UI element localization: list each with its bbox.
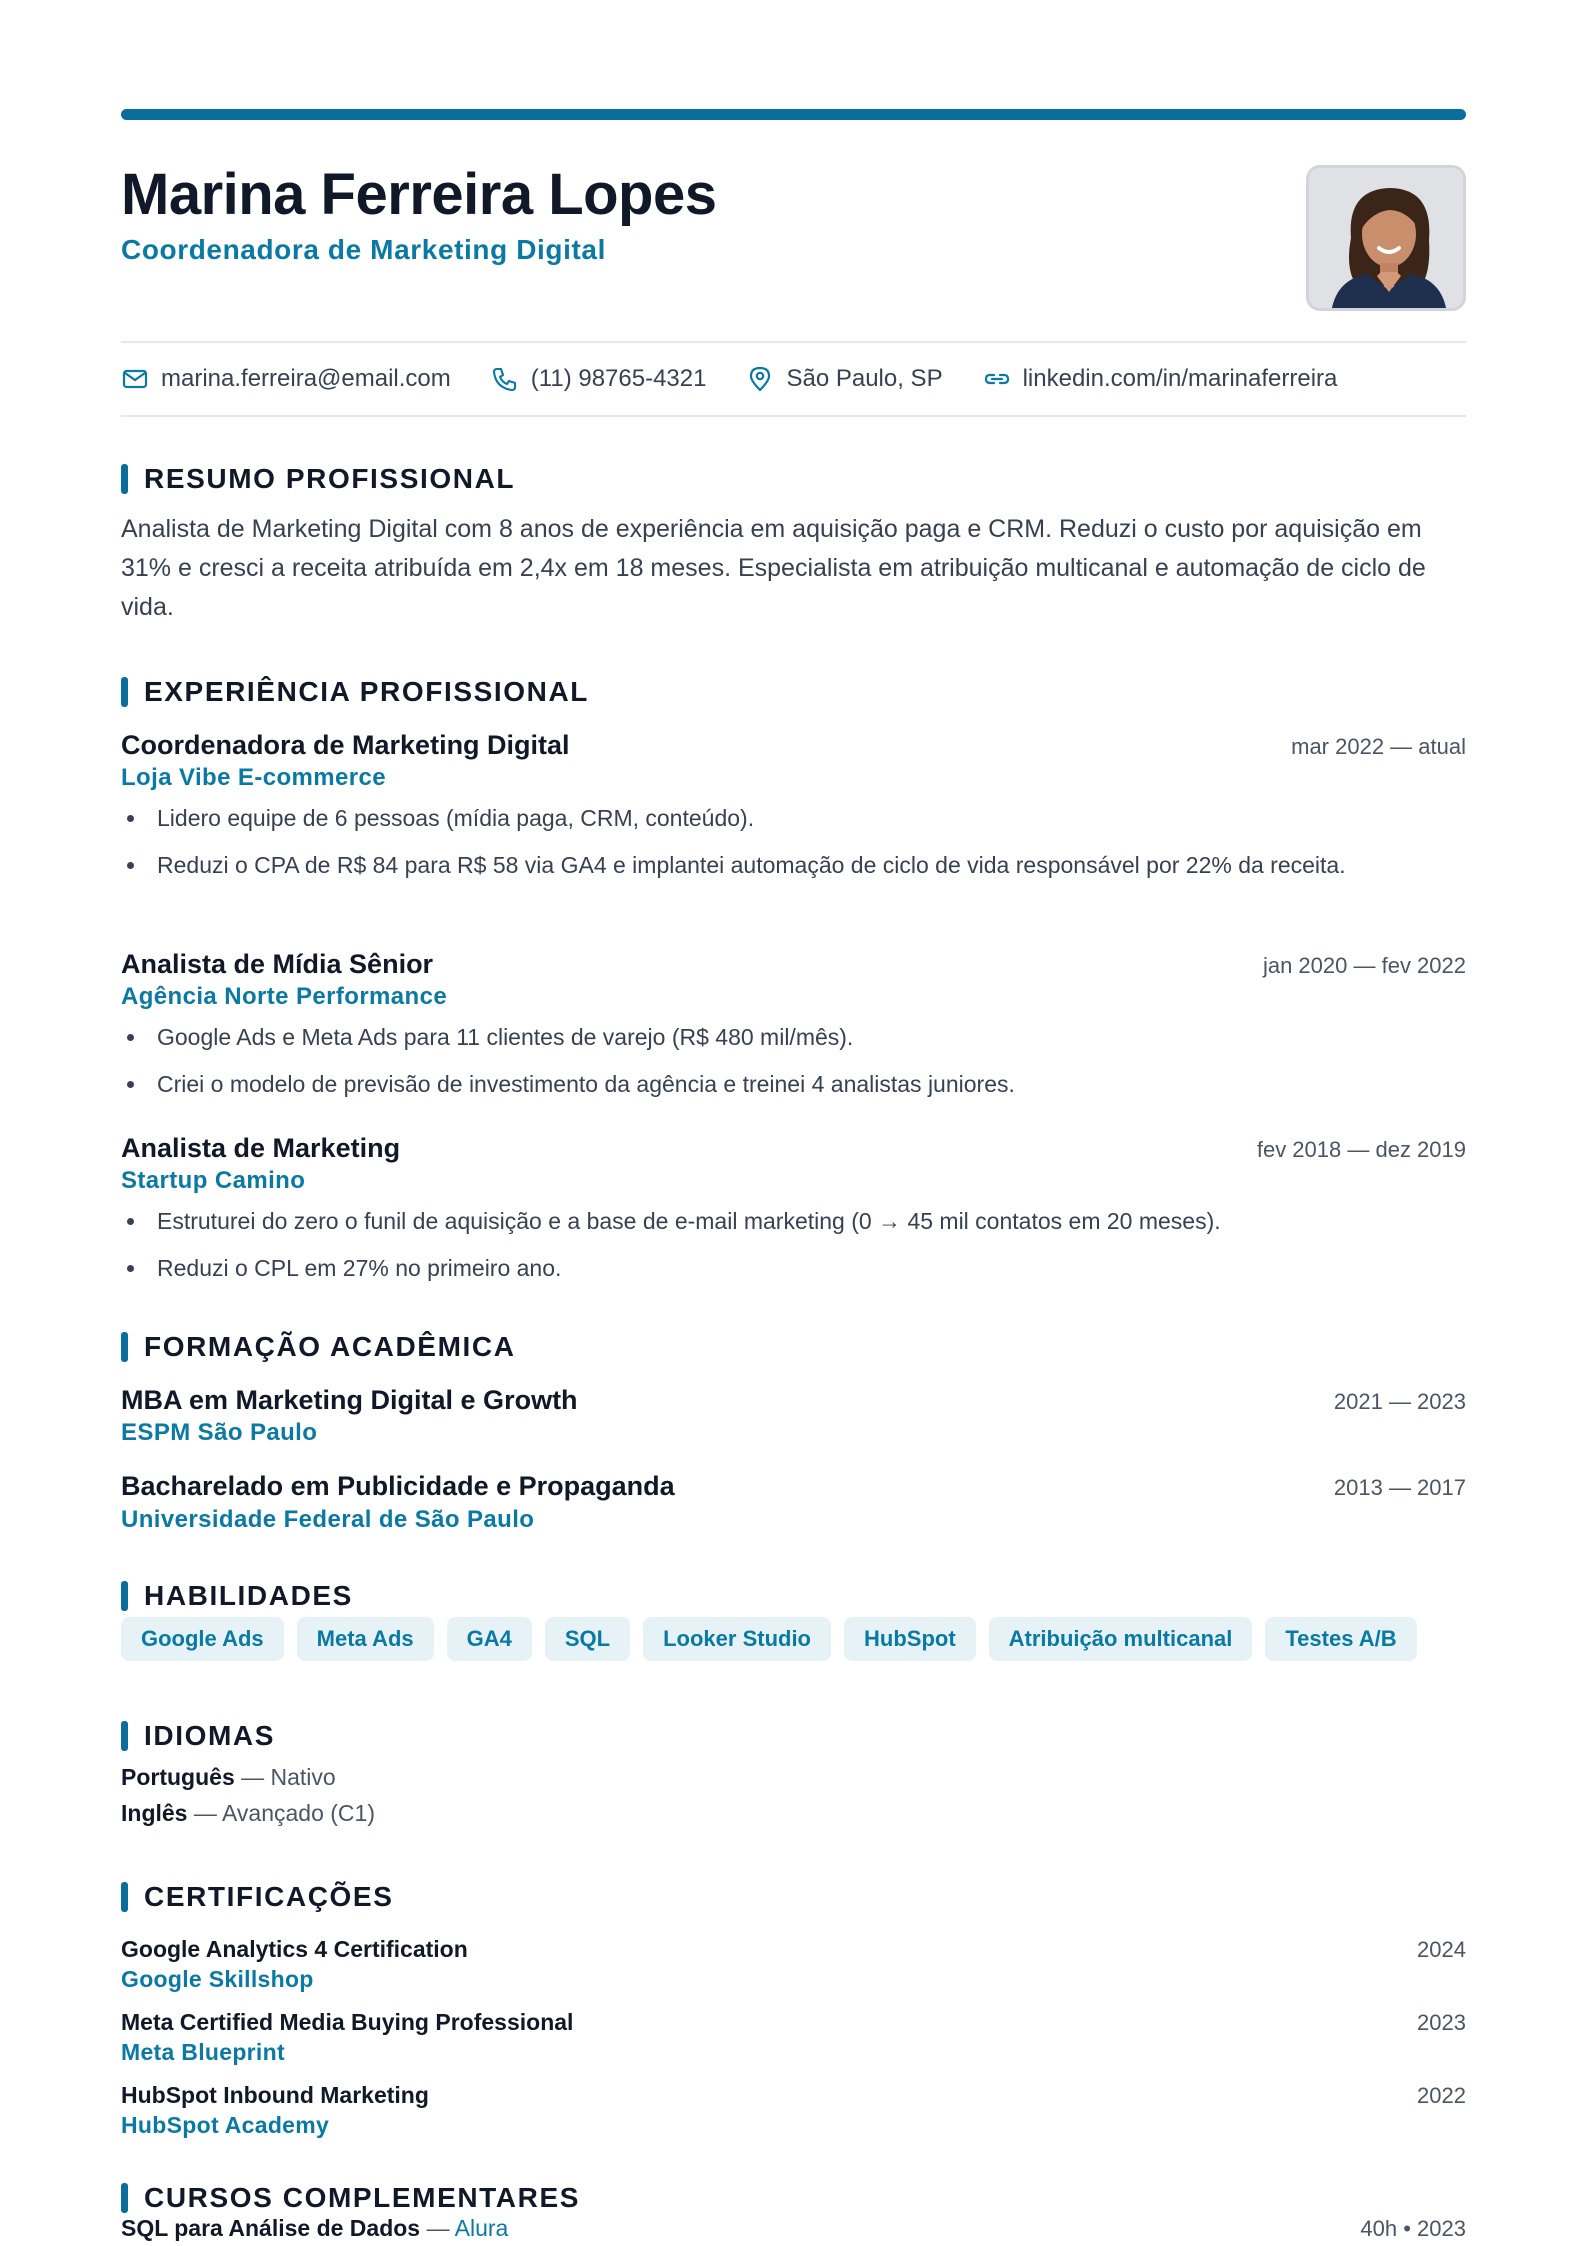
contact-phone-text: (11) 98765-4321 [530, 365, 707, 392]
section-title-languages [121, 1720, 275, 1752]
section-title-courses [121, 2182, 580, 2214]
section-title-education [121, 1331, 516, 1363]
job-company: Agência Norte Performance [121, 983, 448, 1010]
language-level: — Nativo [234, 1764, 336, 1790]
link-icon [983, 365, 1011, 393]
contact-bar [121, 341, 1466, 417]
section-marker [121, 1581, 128, 1611]
certification-year: 2024 [1417, 1937, 1466, 1962]
degree-title: Bacharelado em Publicidade e Propaganda [121, 1471, 675, 1501]
job-bullets [121, 801, 1458, 895]
contact-linkedin[interactable] [983, 365, 1338, 393]
list-item: Lidero equipe de 6 pessoas (mídia paga, CRM, conteúdo). [121, 801, 1458, 835]
certification-issuer: HubSpot Academy [121, 2112, 330, 2138]
certification-issuer: Google Skillshop [121, 1966, 314, 1992]
section-marker [121, 2183, 128, 2213]
profile-photo [1306, 165, 1466, 311]
summary-text: Analista de Marketing Digital com 8 anos de experiência em aquisição paga e CRM. Reduzi o custo por aquisição em 31% e cresci a receita atribuída em 2,4x em 18 meses. Especialista em atribuição multicanal e automação de ciclo de vida. [121, 515, 1426, 621]
resume-header [121, 160, 1466, 310]
certification-year: 2022 [1417, 2083, 1466, 2108]
section-marker [121, 1332, 128, 1362]
candidate-role: Coordenadora de Marketing Digital [121, 234, 606, 265]
job-bullets [121, 1020, 1458, 1114]
certification-year: 2023 [1417, 2010, 1466, 2035]
top-accent-bar [121, 109, 1466, 120]
job-dates: mar 2022 — atual [1291, 734, 1466, 759]
section-marker [121, 464, 128, 494]
job-company: Startup Camino [121, 1167, 306, 1194]
list-item: Estruturei do zero o funil de aquisição e a base de e-mail marketing (0 → 45 mil contatos em 20 meses). [121, 1204, 1458, 1238]
job-title: Analista de Marketing [121, 1133, 401, 1163]
contact-email[interactable] [121, 365, 451, 393]
course-title: SQL para Análise de Dados [121, 2215, 421, 2241]
degree-institution: ESPM São Paulo [121, 1419, 318, 1446]
contact-location-text: São Paulo, SP [786, 365, 943, 392]
course-label [121, 2215, 508, 2242]
contact-linkedin-text: linkedin.com/in/marinaferreira [1022, 365, 1338, 392]
certification-head [121, 1936, 1466, 1963]
mail-icon [121, 365, 149, 393]
certification-title: HubSpot Inbound Marketing [121, 2082, 429, 2108]
skills-list [121, 1617, 1466, 1661]
experience-entry-head [121, 730, 1466, 761]
job-title: Analista de Mídia Sênior [121, 949, 434, 979]
section-title-skills [121, 1580, 353, 1612]
skill-chip: GA4 [447, 1617, 532, 1661]
skill-chip: Testes A/B [1265, 1617, 1416, 1661]
job-title: Coordenadora de Marketing Digital [121, 730, 570, 760]
skill-chip: Atribuição multicanal [989, 1617, 1253, 1661]
job-dates: jan 2020 — fev 2022 [1262, 953, 1466, 978]
degree-dates: 2013 — 2017 [1333, 1475, 1466, 1500]
course-meta: 40h • 2023 [1360, 2216, 1466, 2241]
education-entry-head [121, 1471, 1466, 1502]
experience-entry-head [121, 1133, 1466, 1164]
certification-title: Google Analytics 4 Certification [121, 1936, 468, 1962]
language-item [121, 1764, 336, 1791]
degree-title: MBA em Marketing Digital e Growth [121, 1385, 578, 1415]
section-marker [121, 677, 128, 707]
skill-chip: SQL [545, 1617, 630, 1661]
contact-phone[interactable] [491, 365, 707, 393]
phone-icon [491, 365, 519, 393]
job-dates: fev 2018 — dez 2019 [1256, 1137, 1466, 1162]
course-separator: — [420, 2215, 455, 2241]
language-name: Português [121, 1764, 235, 1790]
language-name: Inglês [121, 1800, 188, 1826]
list-item: Reduzi o CPA de R$ 84 para R$ 58 via GA4 e implantei automação de ciclo de vida responsável por 22% da receita. [121, 848, 1458, 882]
skill-chip: Looker Studio [643, 1617, 831, 1661]
skill-chip: HubSpot [844, 1617, 976, 1661]
section-marker [121, 1721, 128, 1751]
job-bullets [121, 1204, 1458, 1298]
course-provider: Alura [454, 2215, 509, 2241]
map-pin-icon [746, 365, 774, 393]
section-title-certifications [121, 1881, 393, 1913]
certification-head [121, 2082, 1466, 2109]
education-entry-head [121, 1385, 1466, 1416]
section-title-text: FORMAÇÃO ACADÊMICA [144, 1331, 516, 1362]
section-title-text: RESUMO PROFISSIONAL [144, 463, 516, 494]
job-company: Loja Vibe E-commerce [121, 764, 386, 791]
certification-title: Meta Certified Media Buying Professional [121, 2009, 574, 2035]
skill-chip: Meta Ads [297, 1617, 434, 1661]
list-item: Reduzi o CPL em 27% no primeiro ano. [121, 1251, 1458, 1285]
language-item [121, 1800, 375, 1827]
candidate-name: Marina Ferreira Lopes [121, 162, 717, 227]
section-title-text: HABILIDADES [144, 1580, 353, 1611]
contact-location [746, 365, 942, 393]
certification-issuer: Meta Blueprint [121, 2039, 285, 2065]
experience-entry-head [121, 949, 1466, 980]
section-title-summary [121, 463, 515, 495]
section-title-text: IDIOMAS [144, 1720, 275, 1751]
course-item [121, 2215, 1466, 2242]
section-title-text: CERTIFICAÇÕES [144, 1881, 394, 1912]
skill-chip: Google Ads [121, 1617, 284, 1661]
degree-dates: 2021 — 2023 [1333, 1389, 1466, 1414]
list-item: Google Ads e Meta Ads para 11 clientes de varejo (R$ 480 mil/mês). [121, 1020, 1458, 1054]
section-title-experience [121, 676, 589, 708]
contact-email-text: marina.ferreira@email.com [161, 365, 451, 392]
section-marker [121, 1882, 128, 1912]
degree-institution: Universidade Federal de São Paulo [121, 1506, 535, 1533]
language-level: — Avançado (C1) [187, 1800, 375, 1826]
section-title-text: CURSOS COMPLEMENTARES [144, 2182, 580, 2213]
certification-head [121, 2009, 1466, 2036]
section-title-text: EXPERIÊNCIA PROFISSIONAL [144, 676, 589, 707]
list-item: Criei o modelo de previsão de investimento da agência e treinei 4 analistas juniores. [121, 1067, 1458, 1101]
profile-photo-icon [1309, 168, 1466, 311]
